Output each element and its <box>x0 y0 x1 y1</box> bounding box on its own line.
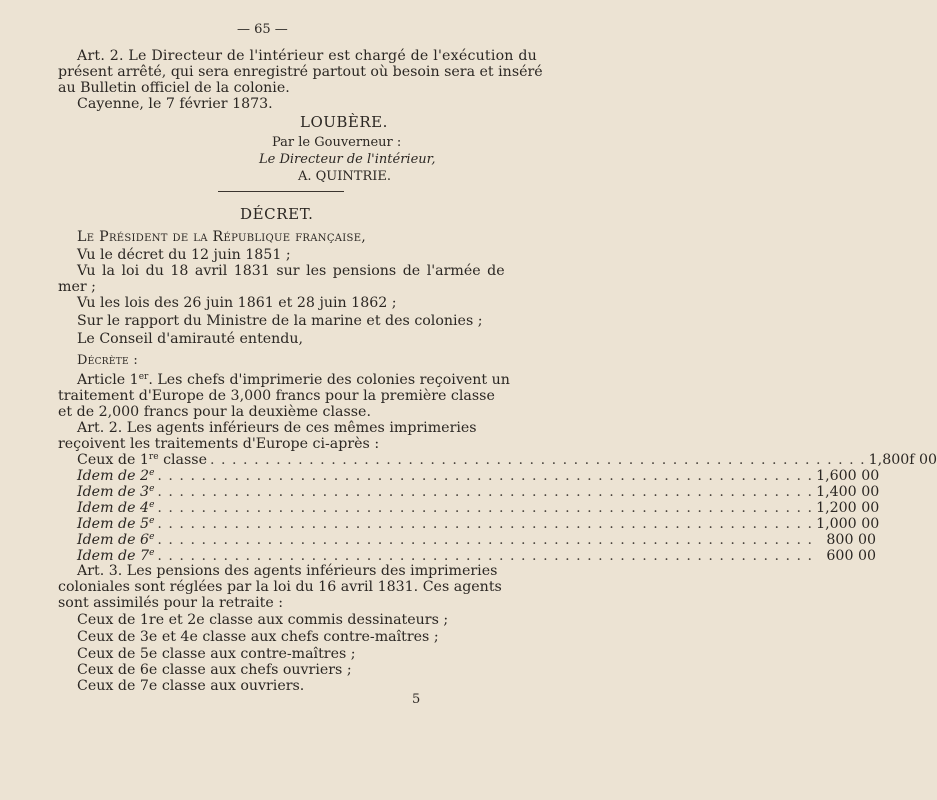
salary-row <box>77 468 880 484</box>
signature-name: LOUBÈRE. <box>300 113 388 131</box>
article2-top-line1: Art. 2. Le Directeur de l'intérieur est chargé de l'exécution du <box>77 48 537 64</box>
assimilation-line-1: Ceux de 1re et 2e classe aux commis dessinateurs ; <box>77 612 449 628</box>
leader-dots: . . . . . . . . . . . . . . . . . . . . . . . . . . . . . . . . . . . . . . . . . . . . . . . . . . . . . . . . . . . . <box>157 468 814 484</box>
article1-lead: Article 1 <box>77 372 139 388</box>
vu-line-5: Sur le rapport du Ministre de la marine et des colonies ; <box>77 313 483 329</box>
salary-row <box>77 500 880 516</box>
article3-line1: Art. 3. Les pensions des agents inférieurs des imprimeries <box>77 563 498 579</box>
article2-top-line3: au Bulletin officiel de la colonie. <box>58 80 290 96</box>
leader-dots: . . . . . . . . . . . . . . . . . . . . . . . . . . . . . . . . . . . . . . . . . . . . . . . . . . . . . . . . . . . . <box>157 500 814 516</box>
page-number: — 65 — <box>237 22 288 37</box>
salary-row <box>77 548 877 564</box>
salary-label: Idem de 5e <box>77 516 155 532</box>
article3-line3: sont assimilés pour la retraite : <box>58 595 284 611</box>
signature-mark: 5 <box>412 692 421 707</box>
article1-line2: traitement d'Europe de 3,000 francs pour la première classe <box>58 388 495 404</box>
article1-line1 <box>77 372 510 388</box>
article2-line2: reçoivent les traitements d'Europe ci-après : <box>58 436 380 452</box>
vu-line-6: Le Conseil d'amirauté entendu, <box>77 331 304 347</box>
salary-value: 1,600 00 <box>816 468 880 484</box>
salary-row <box>77 452 937 468</box>
salary-label: Idem de 4e <box>77 500 155 516</box>
article1-line3: et de 2,000 francs pour la deuxième classe. <box>58 404 371 420</box>
article2-top-line2: présent arrêté, qui sera enregistré partout où besoin sera et inséré <box>58 64 543 80</box>
assimilation-line-4: Ceux de 6e classe aux chefs ouvriers ; <box>77 662 352 678</box>
salary-value: 1,400 00 <box>816 484 880 500</box>
salary-row <box>77 532 877 548</box>
vu-line-4: Vu les lois des 26 juin 1861 et 28 juin 1862 ; <box>77 295 397 311</box>
signature-signer: A. QUINTRIE. <box>298 169 391 184</box>
salary-row <box>77 516 880 532</box>
separator-rule <box>218 191 344 192</box>
vu-line-3: mer ; <box>58 279 96 295</box>
assimilation-line-2: Ceux de 3e et 4e classe aux chefs contre-maîtres ; <box>77 629 439 645</box>
salary-value: 1,800f 00 <box>868 452 937 468</box>
article3-line2: coloniales sont réglées par la loi du 16 avril 1831. Ces agents <box>58 579 502 595</box>
salary-value: 1,200 00 <box>816 500 880 516</box>
salary-value: 600 00 <box>826 548 877 564</box>
president-line: Le Président de la République française, <box>77 229 367 245</box>
salary-value: 1,000 00 <box>816 516 880 532</box>
assimilation-line-3: Ceux de 5e classe aux contre-maîtres ; <box>77 646 356 662</box>
salary-row <box>77 484 880 500</box>
article2-line1: Art. 2. Les agents inférieurs de ces mêmes imprimeries <box>77 420 477 436</box>
signature-by: Par le Gouverneur : <box>272 135 402 150</box>
leader-dots: . . . . . . . . . . . . . . . . . . . . . . . . . . . . . . . . . . . . . . . . . . . . . . . . . . . . . . . . . . . . <box>157 548 814 564</box>
leader-dots: . . . . . . . . . . . . . . . . . . . . . . . . . . . . . . . . . . . . . . . . . . . . . . . . . . . . . . . . . . . . <box>209 452 866 468</box>
decret-title: DÉCRET. <box>240 205 314 223</box>
salary-label: Ceux de 1re classe <box>77 452 207 468</box>
salary-value: 800 00 <box>826 532 877 548</box>
decrete-heading: Décrète : <box>77 353 139 368</box>
article1-rest: . Les chefs d'imprimerie des colonies reçoivent un <box>148 372 510 388</box>
leader-dots: . . . . . . . . . . . . . . . . . . . . . . . . . . . . . . . . . . . . . . . . . . . . . . . . . . . . . . . . . . . . <box>157 484 814 500</box>
vu-line-2: Vu la loi du 18 avril 1831 sur les pensions de l'armée de <box>77 263 505 279</box>
vu-line-1: Vu le décret du 12 juin 1851 ; <box>77 247 291 263</box>
leader-dots: . . . . . . . . . . . . . . . . . . . . . . . . . . . . . . . . . . . . . . . . . . . . . . . . . . . . . . . . . . . . <box>157 516 814 532</box>
signature-role: Le Directeur de l'intérieur, <box>259 152 436 167</box>
salary-label: Idem de 2e <box>77 468 155 484</box>
salary-label: Idem de 7e <box>77 548 155 564</box>
article1-sup: er <box>138 372 149 382</box>
date-line: Cayenne, le 7 février 1873. <box>77 96 273 112</box>
leader-dots: . . . . . . . . . . . . . . . . . . . . . . . . . . . . . . . . . . . . . . . . . . . . . . . . . . . . . . . . . . . . <box>157 532 814 548</box>
assimilation-line-5: Ceux de 7e classe aux ouvriers. <box>77 678 305 694</box>
salary-label: Idem de 6e <box>77 532 155 548</box>
salary-label: Idem de 3e <box>77 484 155 500</box>
